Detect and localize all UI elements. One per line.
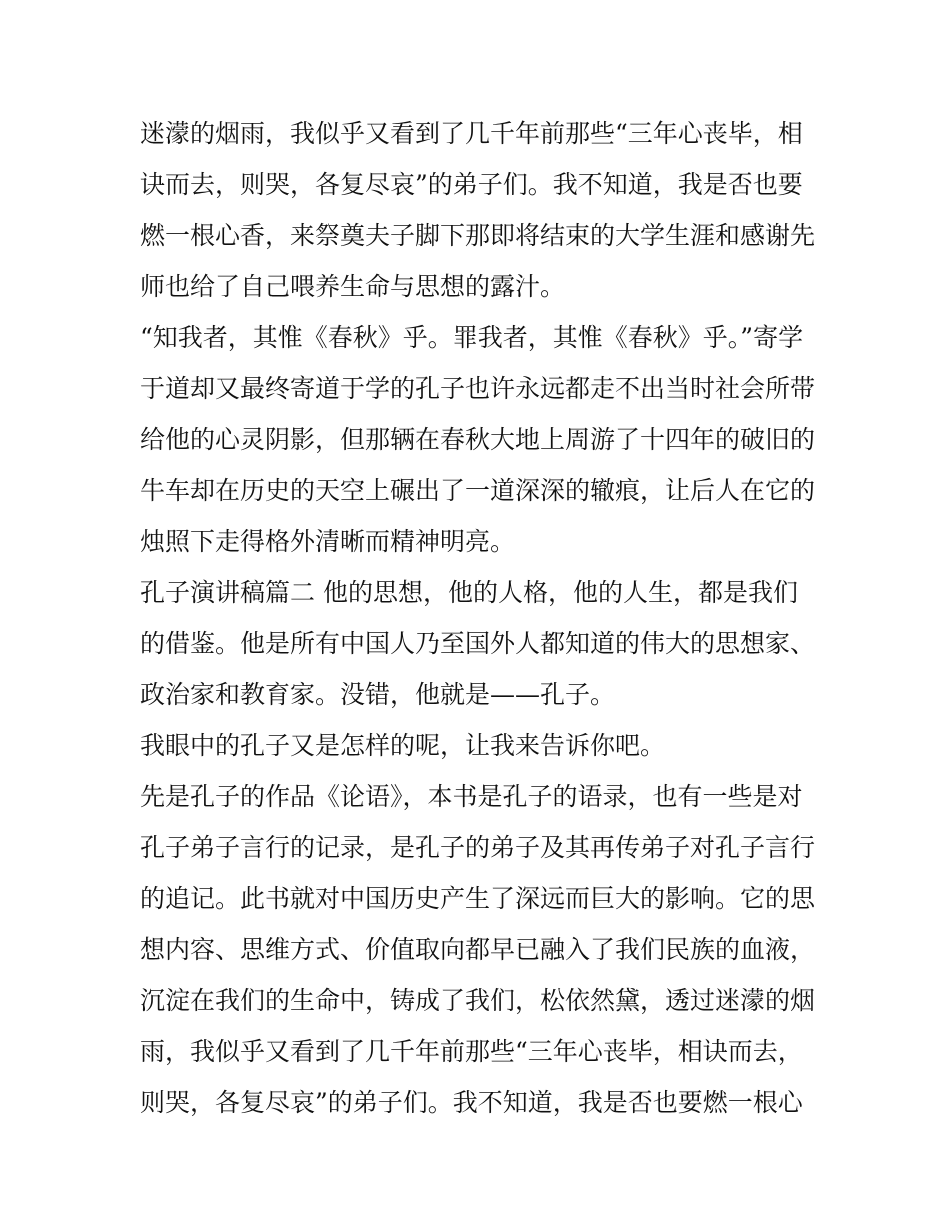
text-line: 燃一根心香，来祭奠夫子脚下那即将结束的大学生涯和感谢先 (140, 221, 816, 250)
text-line: 先是孔子的作品《论语》，本书是孔子的语录，也有一些是对 (140, 782, 803, 811)
text-line: 迷濛的烟雨，我似乎又看到了几千年前那些“三年心丧毕，相 (140, 119, 803, 148)
text-line: 则哭，各复尽哀”的弟子们。我不知道，我是否也要燃一根心 (140, 1088, 803, 1117)
text-line: 孔子演讲稿篇二 他的思想，他的人格，他的人生，都是我们 (140, 578, 798, 607)
text-line: 想内容、思维方式、价值取向都早已融入了我们民族的血液， (140, 935, 816, 964)
text-line: 烛照下走得格外清晰而精神明亮。 (140, 527, 516, 556)
text-line: 我眼中的孔子又是怎样的呢，让我来告诉你吧。 (140, 731, 666, 760)
text-line: 的借鉴。他是所有中国人乃至国外人都知道的伟大的思想家、 (140, 629, 816, 658)
text-line: 孔子弟子言行的记录，是孔子的弟子及其再传弟子对孔子言行 (140, 833, 816, 862)
text-line: 给他的心灵阴影，但那辆在春秋大地上周游了十四年的破旧的 (140, 425, 816, 454)
text-line: 的追记。此书就对中国历史产生了深远而巨大的影响。它的思 (140, 884, 816, 913)
text-line: 诀而去，则哭，各复尽哀”的弟子们。我不知道，我是否也要 (140, 170, 803, 199)
text-line: “知我者，其惟《春秋》乎。罪我者，其惟《春秋》乎。”寄学 (140, 323, 804, 352)
text-line: 师也给了自己喂养生命与思想的露汁。 (140, 272, 566, 301)
text-line: 雨，我似乎又看到了几千年前那些“三年心丧毕，相诀而去， (140, 1037, 803, 1066)
text-line: 政治家和教育家。没错，他就是——孔子。 (140, 680, 616, 709)
text-line: 沉淀在我们的生命中，铸成了我们，松依然黛，透过迷濛的烟 (140, 986, 816, 1015)
document-body (140, 108, 820, 1128)
text-line: 牛车却在历史的天空上碾出了一道深深的辙痕，让后人在它的 (140, 476, 816, 505)
text-line: 于道却又最终寄道于学的孔子也许永远都走不出当时社会所带 (140, 374, 816, 403)
